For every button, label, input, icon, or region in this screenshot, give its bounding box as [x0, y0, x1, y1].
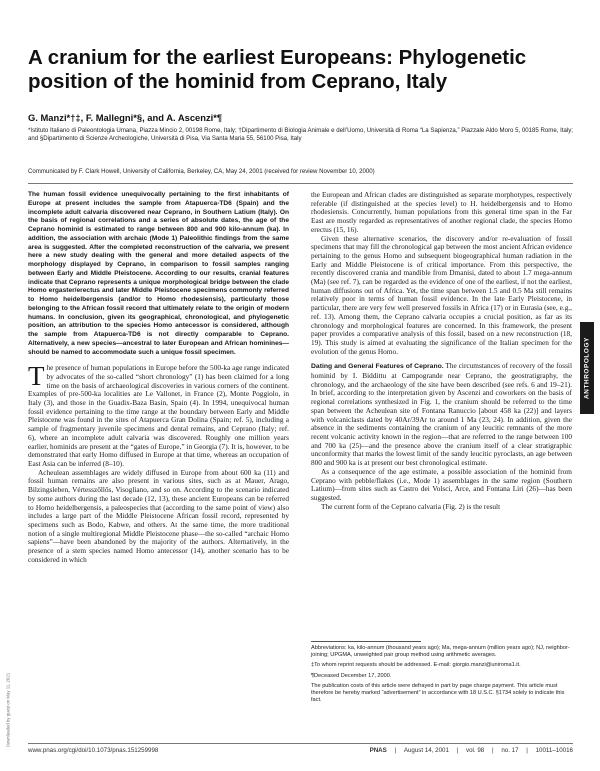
footer-separator: |: [526, 747, 528, 754]
footnote-deceased: ¶Deceased December 17, 2000.: [311, 672, 392, 679]
citation-info: [364, 747, 573, 754]
footer-separator: |: [456, 747, 459, 754]
intro-paragraph-1: [28, 361, 289, 468]
intro-paragraph-2: Acheulean assemblages are widely diffused in Europe from about 600 ka (11) and fossil human remains are also present in various sites, such as at Mauer, Arago, Bilzingsleben, Vértesszőllős, Visogliano, and so on. According to the scenario indicated by some authors during the last decade (12, 13), these ancient Europeans can be referred to Homo heidelbergensis, a paleospecies that (according to the same point of view) also includes a large part of the Middle Pleistocene African fossil record, represented by specimens such as Bodo, Kabwe, and others. At the same time, the more traditional notion of a single multiregional Middle Pleistocene phase—the so-called “archaic Homo sapiens”—have been abandoned by the majority of the authors. Alternatively, in the presence of a stem species named Homo antecessor (14), another scenario has to be considered in which: [28, 467, 289, 564]
left-column: [28, 191, 289, 643]
footnote-publication-costs: The publication costs of this article were defrayed in part by page charge payment. This article must therefore be hereby marked “advertisement” in accordance with 18 U.S.C. §1734 solely to indicate this fact.: [311, 682, 565, 704]
intro-paragraph-1-text: he presence of human populations in Europe before the 500-ka age range indicated by advocates of the so-called “short chronology” (1) has been claimed for a long time on the basis of archaeological discoveries in various corners of the continent. Examples of pre-500-ka localities are Le Vallonet, in France (2), Monte Poggiolo, in Italy (3), and those in the Guadix-Baza Basin, Spain (4). In 1994, unequivocal human fossil evidence pertaining to the time range at the boundary between Early and Middle Pleistocene was found in the sites of Atapuerca Gran Dolina (Spain; ref. 5), including a sample of fragmentary juvenile specimens and dental remains, and Ceprano (Italy; ref. 6), where an incomplete adult calvaria was discovered. Roughly one million years earlier, hominids are present at the “gates of Europe,” in Georgia (7). It is, however, to be demonstrated that early Homo diffused in Europe at that time, whereas an occupation of East Asia can be inferred (8–10).: [28, 363, 289, 468]
section-dating: [311, 362, 572, 467]
header-divider: [28, 183, 573, 184]
footnote-divider: [311, 641, 421, 642]
right-paragraph-2: Given these alternative scenarios, the discovery and/or re-evaluation of fossil specimens that may fill the chronological gap between the most ancient African evidence pertaining to the genus Homo and subsequent biogeographical human radiation in the Early and Middle Pleistocene is of critical importance. From this perspective, the recently discovered crania and mandible from Dmanisi, dated to about 1.7 mega-annum (Ma) (see ref. 7), can be regarded as the evidence of one of the earliest, if not the earliest, human diffusions out of Africa. Yet, the time span between 1.5 and 0.5 Ma still remains relatively poor in terms of human fossil evidence. In the late Early Pleistocene, in particular, there are very few well preserved fossils in Africa (17) or in Eurasia (see, e.g., ref. 13). Among them, the Ceprano calvaria occupies a crucial position, as far as its chronology and morphological features are concerned. In this framework, the present paper provides a comparative analysis of this fossil, based on a new reconstruction (18, 19). This study is aimed at evaluating the significance of the Italian specimen for the evolution of the genus Homo.: [311, 233, 572, 356]
download-watermark-text: Downloaded by guest on May 11, 2021: [5, 672, 11, 748]
footnotes: [311, 645, 573, 707]
footer-divider: [28, 743, 573, 744]
doi-link[interactable]: www.pnas.org/cgi/doi/10.1073/pnas.151259998: [28, 747, 159, 754]
section-heading: Dating and General Features of Ceprano.: [311, 363, 444, 371]
communicated-line: Communicated by F. Clark Howell, University of California, Berkeley, CA, May 24, 2001 (received for review November 10, 2000): [28, 168, 375, 175]
right-column: [311, 191, 572, 643]
footer-separator: |: [491, 747, 494, 754]
page-range: 10011–10016: [535, 747, 573, 754]
section-tab-label: ANTHROPOLOGY: [583, 337, 591, 399]
drop-cap: T: [28, 361, 45, 392]
issue-number: no. 17: [501, 747, 519, 754]
right-paragraph-4: As a consequence of the age estimate, a possible association of the hominid from Ceprano with pebble/flakes (i.e., Mode 1) assemblages in the same region (Southern Latium)—from sites such as Castro dei Volsci, Arce, and Fontana Liri (26)—has been suggested.: [311, 466, 572, 502]
footnote-reprint: ‡To whom reprint requests should be addressed. E-mail: giorgio.manzi@uniroma1.it.: [311, 662, 521, 669]
footnote-abbreviations: Abbreviations: ka, kilo-annum (thousand years ago); Ma, mega-annum (million years ago); NJ, neighbor-joining; UPGMA, unweighted pair group method using arithmetic averages.: [311, 645, 570, 659]
author-list: G. Manzi*†‡, F. Mallegni*§, and A. Ascenzi*¶: [28, 112, 223, 123]
article-title: A cranium for the earliest Europeans: Phylogenetic position of the hominid from Ceprano, Italy: [28, 46, 527, 93]
abstract: The human fossil evidence unequivocally pertaining to the first inhabitants of Europe at present includes the sample from Atapuerca-TD6 (Spain) and the incomplete adult calvaria discovered near Ceprano, in Southern Latium (Italy). On the basis of regional correlations and a series of absolute dates, the age of the Ceprano hominid is estimated to range between 800 and 900 kilo-annum (ka). In addition, the association with archaic (Mode 1) Paleolithic findings from the same area is suggested. After the completed reconstruction of the calvaria, we present here a new study dealing with the general and more detailed aspects of the morphology displayed by Ceprano, in comparison to fossil samples ranging between Early and Middle Pleistocene. According to our results, cranial features indicate that Ceprano represents a unique morphological bridge between the clade Homo ergaster/erectus and later Middle Pleistocene specimens commonly referred to Homo heidelbergensis (and/or to Homo rhodesiensis), particularly those belonging to the African fossil record that ultimately relate to the origin of modern humans. In conclusion, given its geographical, chronological, and phylogenetic position, an attribution to the species Homo antecessor is considered, although the sample from Atapuerca-TD6 is not directly comparable to Ceprano. Alternatively, a new species—ancestral to later European and African hominines—should be named to accommodate such a unique fossil specimen.: [28, 191, 289, 356]
footer-separator: |: [394, 747, 397, 754]
right-paragraph-3: The circumstances of recovery of the fossil hominid by I. Biddittu at Campogrande near Ceprano, the geostratigraphy, the chronology, and the archaeology of the site have been described (see refs. 6 and 19–21). In brief, according to the interpretation given by Ascenzi and coworkers on the basis of regional correlations synthesized in Fig. 1, the cranium should be referred to the time span between the Acheulean site of Fontana Ranuccio [about 458 ka (22)] and layers with volcaniclasts dated by 40Ar/39Ar to around 1 Ma (23, 24). In addition, given the absence in the sediments containing the cranium of any leucitic remnants of the more recent volcanic activity known in the region—that are referred to the range between 100 and 700 ka (25)—and the presence above the cranium itself of a clear stratigraphic unconformity that marks the lowest limit of the sandy leucitic pyroclasts, an age between 800 and 900 ka is at present our best chronological estimate.: [311, 361, 572, 468]
right-paragraph-5: The current form of the Ceprano calvaria (Fig. 2) is the result: [321, 501, 501, 511]
download-watermark: [4, 660, 12, 760]
affiliations: *Istituto Italiano di Paleontologia Umana, Piazza Mincio 2, 00198 Rome, Italy; †Dipartimento di Biologia Animale e dell’Uomo, Università di Roma “La Sapienza,” Piazzale Aldo Moro 5, 00185 Rome, Italy; and §Dipartimento di Scienze Archeologiche, Università di Pisa, Via Santa Maria 55, 56100 Pisa, Italy: [28, 127, 573, 143]
journal-name: PNAS: [369, 747, 387, 754]
section-tab: [580, 322, 594, 414]
issue-date: August 14, 2001: [403, 747, 449, 754]
right-paragraph-1: the European and African clades are distinguished as separate morphotypes, respectively referable (if distinguished at the species level) to H. heidelbergensis and to Homo rhodesiensis. Concurrently, human populations from this general time span in the Far East are mostly regarded as representatives of another regional clade, the species Homo erectus (15, 16).: [311, 191, 572, 234]
volume: vol. 98: [466, 747, 485, 754]
